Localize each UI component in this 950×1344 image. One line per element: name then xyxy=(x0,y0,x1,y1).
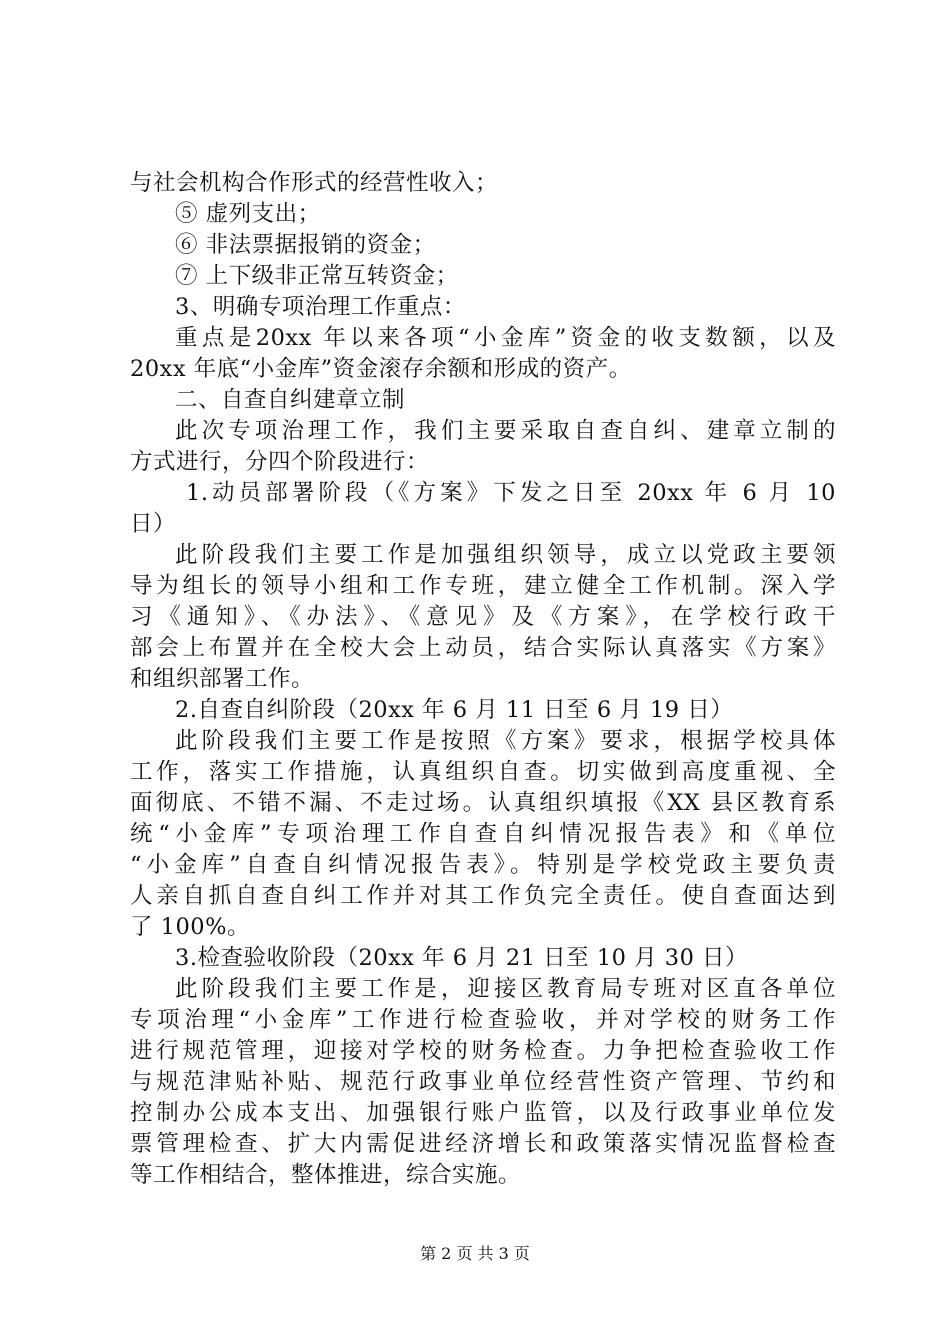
text-line: 20xx 年底“小金库”资金滚存余额和形成的资产。 xyxy=(130,356,632,382)
text-line: “小金库”自查自纠情况报告表》。特别是学校党政主要负责 xyxy=(130,852,836,878)
section-heading: 3、明确专项治理工作重点： xyxy=(175,294,466,320)
text-line: 此阶段我们主要工作是加强组织领导，成立以党政主要领 xyxy=(175,542,836,568)
text-line: 此次专项治理工作，我们主要采取自查自纠、建章立制的 xyxy=(175,418,836,444)
list-item: ⑦ 上下级非正常互转资金； xyxy=(175,263,459,289)
stage-heading: 2.自查自纠阶段（20xx 年 6 月 11 日至 6 月 19 日） xyxy=(175,697,734,723)
text-line: 此阶段我们主要工作是，迎接区教育局专班对区直各单位 xyxy=(175,976,836,1002)
text-line: 等工作相结合，整体推进，综合实施。 xyxy=(130,1162,522,1188)
text-line: 此阶段我们主要工作是按照《方案》要求，根据学校具体 xyxy=(175,728,836,754)
list-item: ⑤ 虚列支出； xyxy=(175,201,321,227)
document-body xyxy=(130,168,836,1191)
text-line: 导为组长的领导小组和工作专班，建立健全工作机制。深入学 xyxy=(130,573,836,599)
page-number-footer: 第 2 页 共 3 页 xyxy=(420,1244,530,1263)
text-line: 习《通知》、《办法》、《意见》及《方案》，在学校行政干 xyxy=(130,604,836,630)
text-line: 面彻底、不错不漏、不走过场。认真组织填报《XX 县区教育系 xyxy=(130,790,836,816)
text-line: 与社会机构合作形式的经营性收入； xyxy=(130,170,499,196)
text-line: 和组织部署工作。 xyxy=(130,666,315,692)
text-line: 票管理检查、扩大内需促进经济增长和政策落实情况监督检查 xyxy=(130,1131,836,1157)
stage-heading: 3.检查验收阶段（20xx 年 6 月 21 日至 10 月 30 日） xyxy=(175,945,749,971)
section-heading: 二、自查自纠建章立制 xyxy=(175,387,406,413)
text-line: 重点是20xx 年以来各项“小金库”资金的收支数额，以及 xyxy=(175,325,836,351)
text-line: 日） xyxy=(130,511,177,537)
text-line: 人亲自抓自查自纠工作并对其工作负完全责任。使自查面达到 xyxy=(130,883,836,909)
list-item: ⑥ 非法票据报销的资金； xyxy=(175,232,436,258)
text-line: 进行规范管理，迎接对学校的财务检查。力争把检查验收工作 xyxy=(130,1038,836,1064)
text-line: 控制办公成本支出、加强银行账户监管，以及行政事业单位发 xyxy=(130,1100,836,1126)
text-line: 与规范津贴补贴、规范行政事业单位经营性资产管理、节约和 xyxy=(130,1069,836,1095)
text-line: 专项治理“小金库”工作进行检查验收，并对学校的财务工作 xyxy=(130,1007,836,1033)
text-line: 了 100%。 xyxy=(130,914,250,940)
stage-heading: 1.动员部署阶段（《方案》下发之日至 20xx 年 6 月 10 xyxy=(186,480,836,506)
text-line: 统“小金库”专项治理工作自查自纠情况报告表》和《单位 xyxy=(130,821,836,847)
text-line: 方式进行，分四个阶段进行： xyxy=(130,449,430,475)
text-line: 工作，落实工作措施，认真组织自查。切实做到高度重视、全 xyxy=(130,759,836,785)
text-line: 部会上布置并在全校大会上动员，结合实际认真落实《方案》 xyxy=(130,635,836,661)
